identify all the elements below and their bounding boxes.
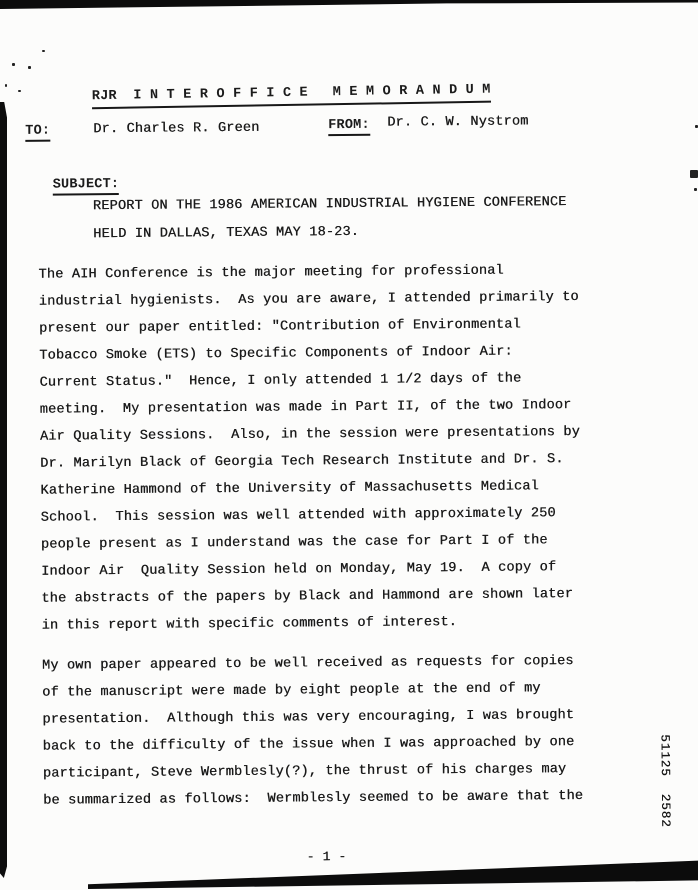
text-line: Current Status." Hence, I only attended 1 1/2 days of the	[39, 371, 522, 391]
from-label-text: FROM:	[328, 118, 370, 136]
text-line: School. This session was well attended with approximately 250	[40, 506, 556, 526]
from-value: Dr. C. W. Nystrom	[387, 114, 529, 131]
text-line: present our paper entitled: "Contribution of Environmental	[38, 317, 521, 337]
text-line: Katherine Hammond of the University of Massachusetts Medical	[40, 479, 539, 499]
text-line: be summarized as follows: Wermblesly seemed to be aware that the	[43, 788, 584, 809]
text-line: The AIH Conference is the major meeting for professional	[38, 263, 504, 283]
bates-stamp-number: 51125 2582	[657, 734, 673, 828]
text-line: back to the difficulty of the issue when I was approached by one	[42, 735, 575, 755]
text-line: industrial hygienists. As you are aware, I attended primarily to	[38, 289, 579, 310]
from-label	[328, 118, 370, 136]
text-line: the abstracts of the papers by Black and Hammond are shown later	[41, 587, 574, 607]
memo-title: RJR I N T E R O F F I C E M E M O R A N D U M	[92, 83, 491, 110]
text-line: of the manuscript were made by eight people at the end of my	[42, 681, 541, 701]
text-line: meeting. My presentation was made in Part II, of the two Indoor	[39, 398, 572, 418]
text-line: Indoor Air Quality Session held on Monday, May 19. A copy of	[41, 560, 557, 580]
text-line: Air Quality Sessions. Also, in the session were presentations by	[39, 424, 580, 445]
text-line: Tobacco Smoke (ETS) to Specific Components of Indoor Air:	[39, 344, 513, 364]
page-number: - 1 -	[306, 849, 347, 865]
text-line: people present as I understand was the case for Part I of the	[40, 533, 548, 553]
body-paragraph-1	[38, 263, 581, 646]
text-line: REPORT ON THE 1986 AMERICAN INDUSTRIAL HYGIENE CONFERENCE	[92, 195, 567, 215]
subject-label	[53, 177, 120, 196]
text-line: presentation. Although this was very encouraging, I was brought	[42, 708, 575, 728]
text-line: participant, Steve Wermblesly(?), the thrust of his charges may	[42, 762, 567, 782]
text-line: in this report with specific comments of interest.	[41, 615, 458, 634]
body-paragraph-2	[42, 654, 583, 821]
to-value: Dr. Charles R. Green	[93, 120, 260, 138]
subject-text	[93, 195, 567, 255]
subject-label-text: SUBJECT:	[53, 177, 120, 196]
text-line: Dr. Marilyn Black of Georgia Tech Research Institute and Dr. S.	[40, 452, 564, 472]
to-label-text: TO:	[25, 124, 50, 142]
text-line: HELD IN DALLAS, TEXAS MAY 18-23.	[93, 224, 360, 243]
text-line: My own paper appeared to be well received as requests for copies	[41, 654, 574, 674]
to-label	[25, 124, 50, 142]
